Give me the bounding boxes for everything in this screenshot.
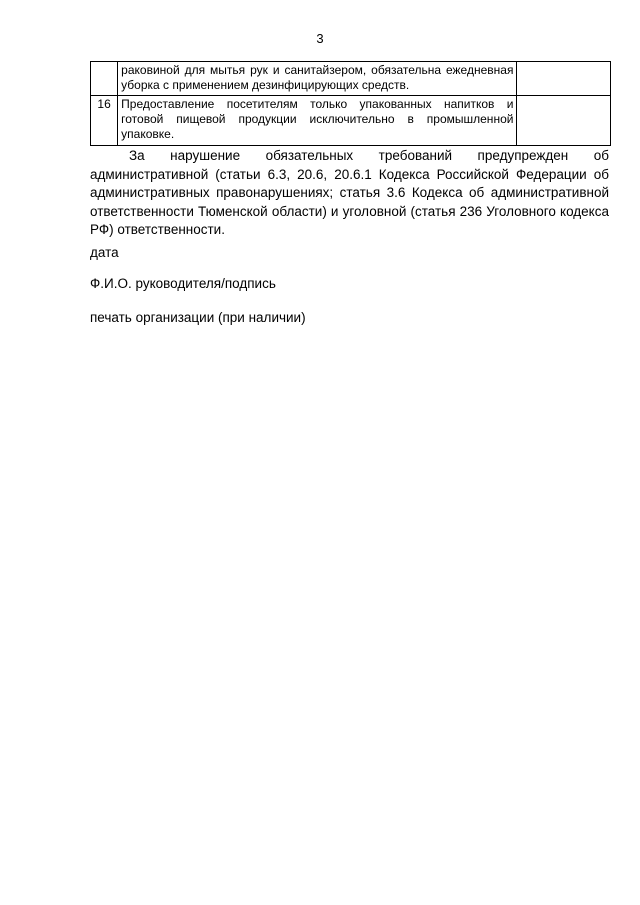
table-row bbox=[91, 62, 611, 96]
row-number bbox=[91, 62, 118, 96]
row-number: 16 bbox=[91, 96, 118, 146]
mark-cell bbox=[517, 96, 611, 146]
table-row bbox=[91, 96, 611, 146]
requirement-text: раковиной для мытья рук и санитайзером, обязательна ежедневная уборка с применением дезинфицирующих средств. bbox=[118, 62, 517, 96]
mark-cell bbox=[517, 62, 611, 96]
seal-label: печать организации (при наличии) bbox=[90, 310, 306, 325]
page-number: 3 bbox=[316, 31, 324, 46]
signature-label: Ф.И.О. руководителя/подпись bbox=[90, 276, 276, 291]
date-label: дата bbox=[90, 245, 119, 260]
requirements-table bbox=[90, 61, 611, 146]
liability-warning: За нарушение обязательных требований предупрежден об административной (статьи 6.3, 20.6, 20.6.1 Кодекса Российской Федерации об административных правонарушениях; статья 3.6 Кодекса об административной ответственности Тюменской области) и уголовной (статья 236 Уголовного кодекса РФ) ответственности. bbox=[90, 148, 609, 237]
requirement-text: Предоставление посетителям только упакованных напитков и готовой пищевой продукции исключительно в промышленной упаковке. bbox=[118, 96, 517, 146]
